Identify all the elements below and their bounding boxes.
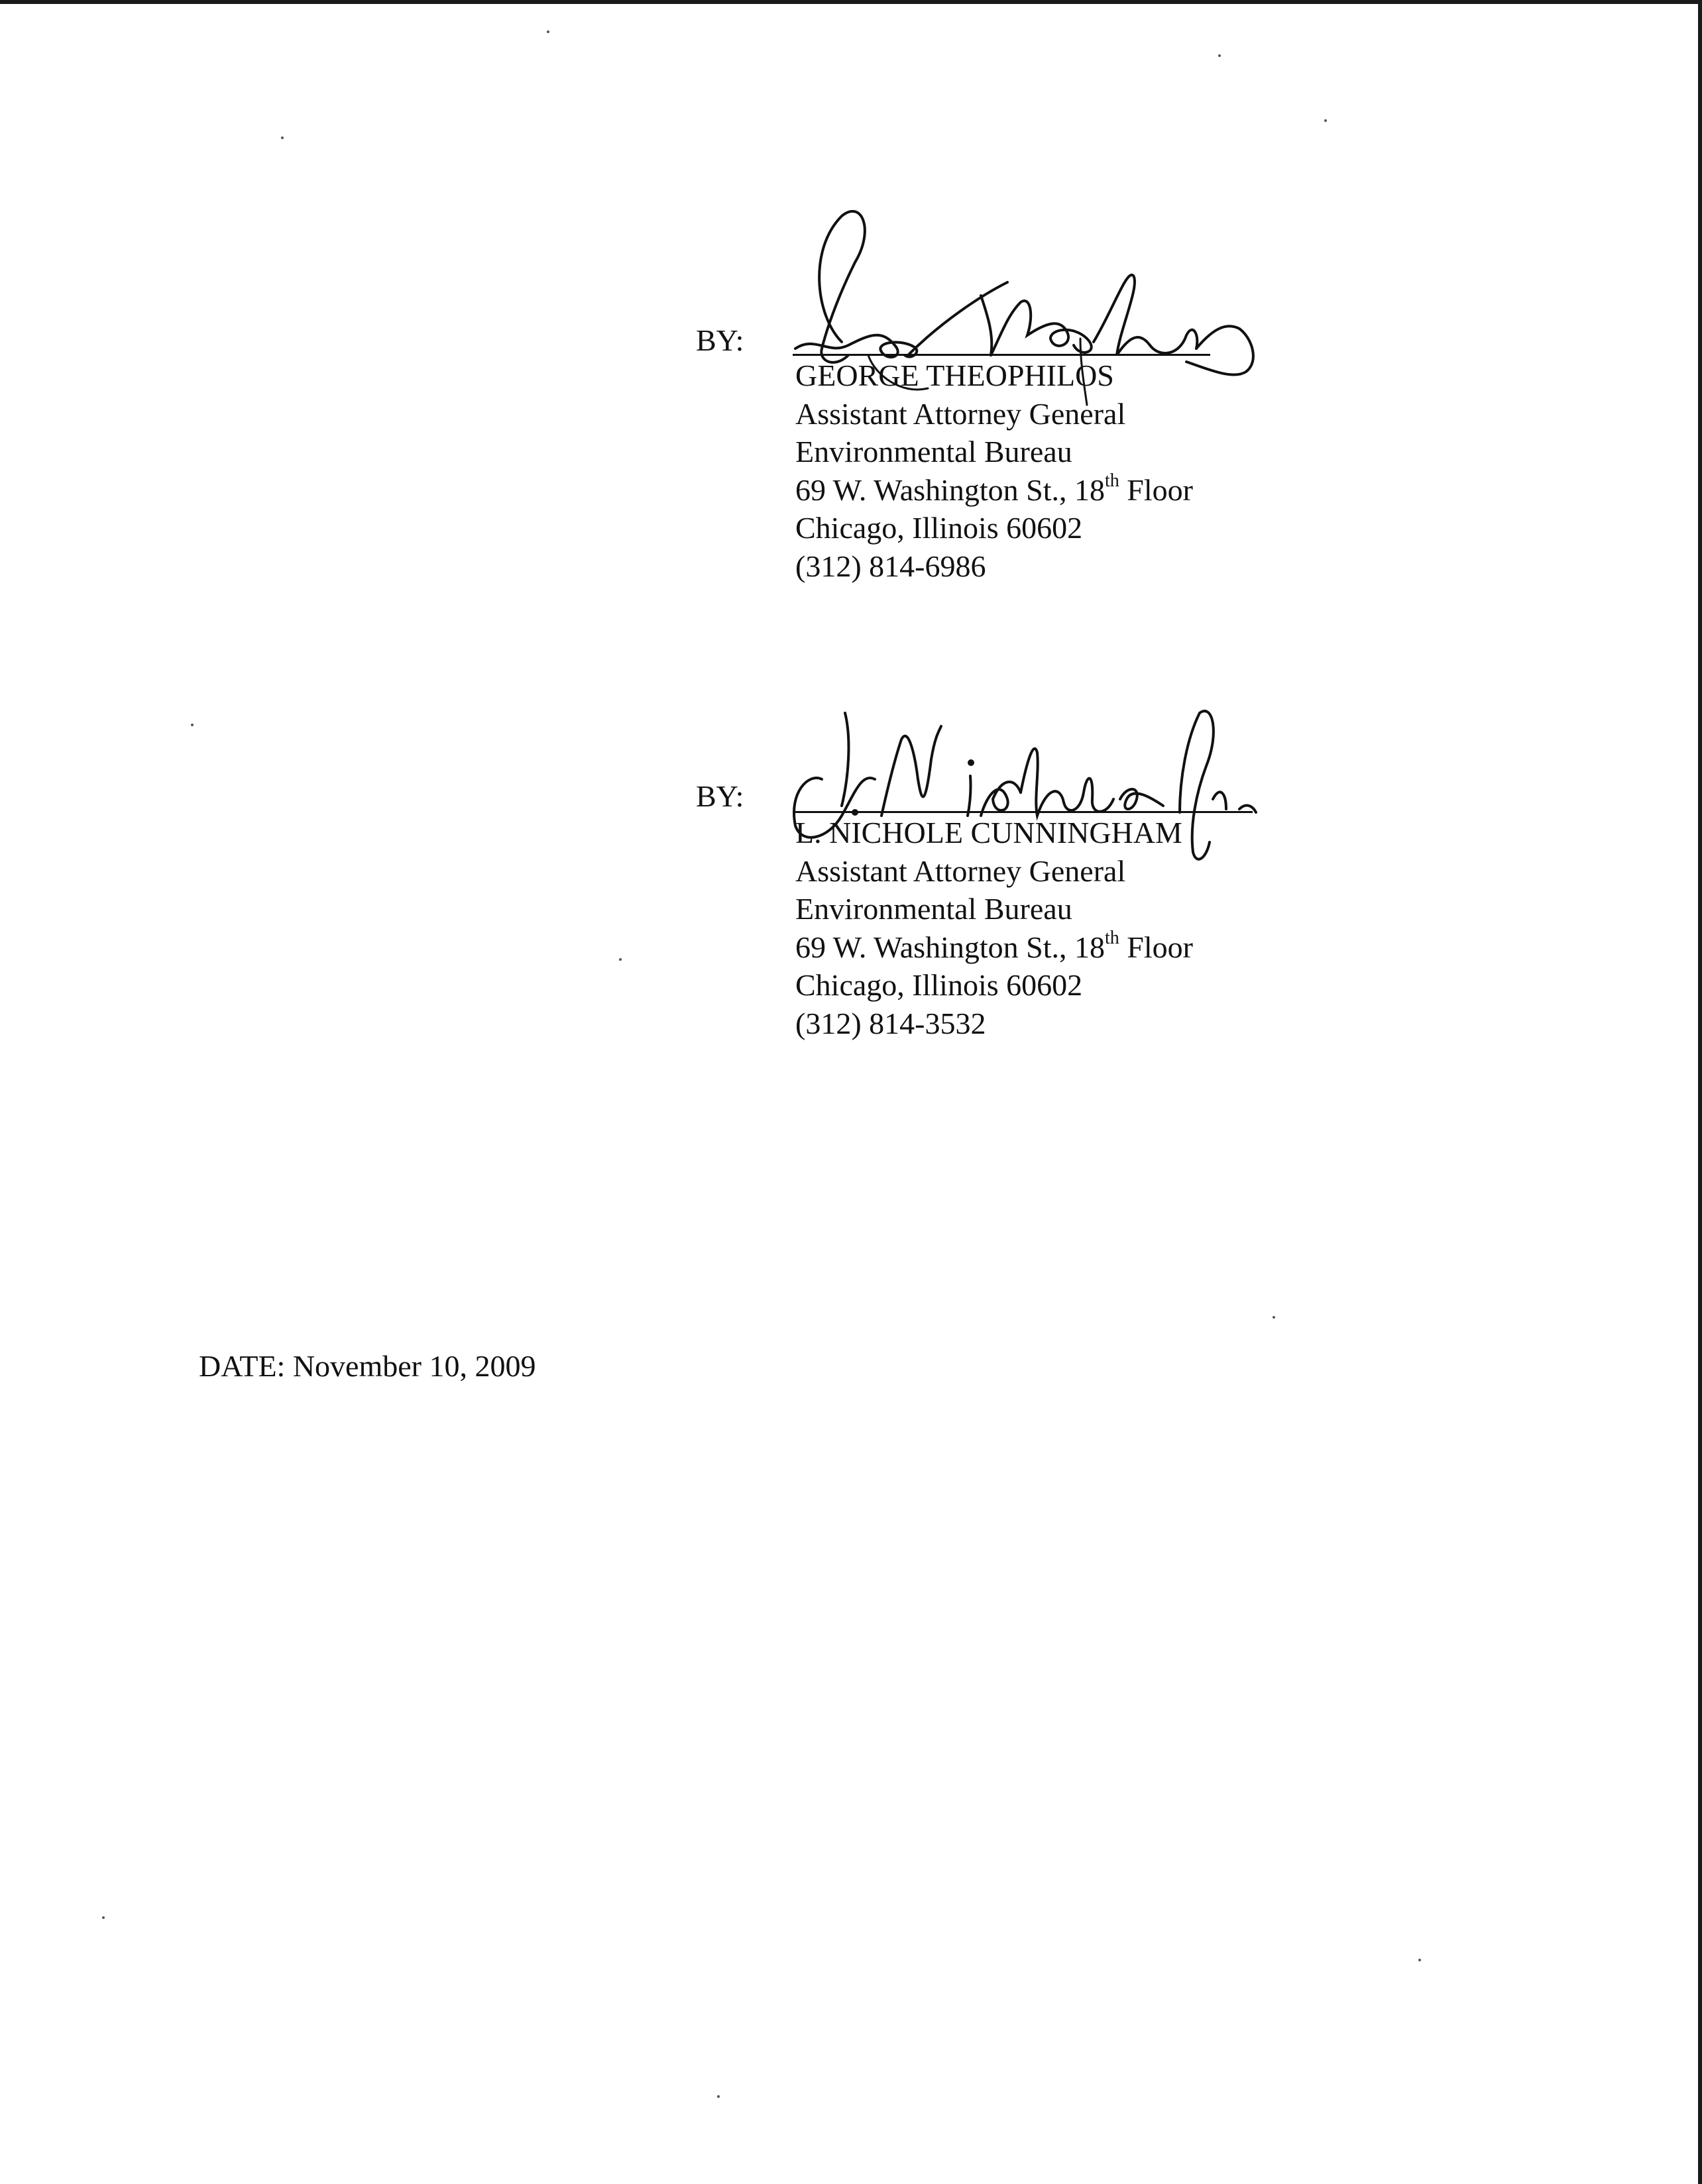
signature-line-1 (793, 354, 1210, 356)
signatory-address-1: 69 W. Washington St., 18th Floor (795, 470, 1193, 507)
signatory-bureau-1: Environmental Bureau (795, 435, 1072, 468)
signatory-phone-1: (312) 814-6986 (795, 549, 986, 583)
by-label-2: BY: (696, 779, 744, 813)
scan-speck (281, 136, 284, 139)
scan-speck (1324, 119, 1327, 122)
signatory-name-2: L. NICHOLE CUNNINGHAM (795, 816, 1182, 849)
scan-speck (191, 724, 194, 726)
signatory-city-1: Chicago, Illinois 60602 (795, 511, 1083, 545)
by-label-1: BY: (696, 323, 744, 357)
scan-speck (717, 2095, 720, 2098)
scan-speck (1273, 1316, 1275, 1319)
signatory-block-1 (795, 356, 1193, 585)
scan-speck (1218, 54, 1221, 57)
signatory-city-2: Chicago, Illinois 60602 (795, 968, 1083, 1002)
scan-speck (619, 958, 622, 961)
date-line: DATE: November 10, 2009 (199, 1349, 536, 1383)
scan-speck (1418, 1959, 1421, 1961)
signature-line-2 (793, 811, 1253, 813)
signatory-bureau-2: Environmental Bureau (795, 892, 1072, 926)
signatory-phone-2: (312) 814-3532 (795, 1006, 986, 1040)
signatory-name-1: GEORGE THEOPHILOS (795, 358, 1114, 392)
signatory-title-1: Assistant Attorney General (795, 396, 1126, 431)
scan-speck (547, 30, 549, 33)
signatory-title-2: Assistant Attorney General (795, 853, 1126, 888)
signatory-block-2 (795, 814, 1193, 1042)
scan-speck (102, 1916, 105, 1919)
signatory-address-2: 69 W. Washington St., 18th Floor (795, 928, 1193, 964)
